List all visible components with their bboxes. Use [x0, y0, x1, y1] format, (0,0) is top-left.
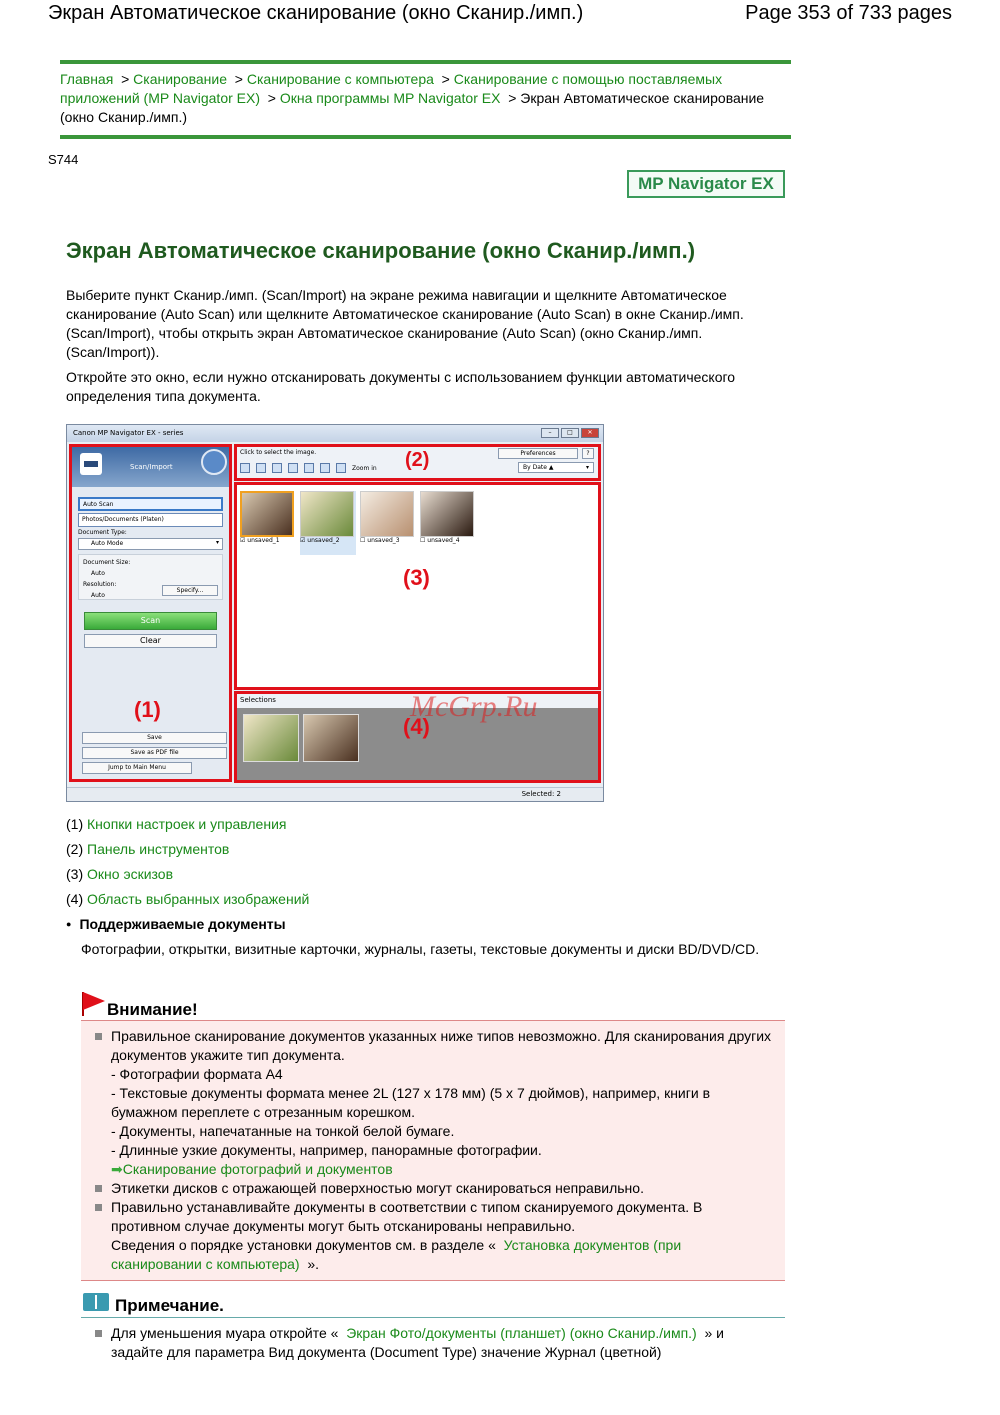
watermark: McGrp.Ru	[410, 690, 538, 723]
legend-item: (3) Окно эскизов	[66, 866, 174, 882]
legend-item: (2) Панель инструментов	[66, 841, 230, 857]
supported-heading: ● Поддерживаемые документы	[66, 916, 286, 932]
warning-link[interactable]: Установка документов (при сканировании с компьютера)	[111, 1237, 682, 1272]
thumbnail-image	[300, 491, 354, 537]
note-section	[81, 1290, 785, 1362]
preferences-button[interactable]: Preferences	[498, 448, 578, 459]
rotate-right-icon[interactable]	[288, 463, 298, 473]
legend-link[interactable]: Область выбранных изображений	[87, 891, 310, 907]
product-badge: MP Navigator EX	[627, 170, 785, 198]
warning-title: Внимание!	[107, 1000, 198, 1019]
thumbnail[interactable]: ☑ unsaved_1	[240, 491, 296, 555]
save-button[interactable]: Save	[82, 732, 227, 744]
document-type-label: Document Type:	[78, 529, 127, 536]
legend-link[interactable]: Окно эскизов	[87, 866, 174, 882]
thumbnail-label: unsaved_1	[247, 537, 280, 544]
note-item: Для уменьшения муара откройте « Экран Фото/документы (планшет) (окно Сканир./имп.) » и задайте для параметра Вид документа (Document Type) значение Журнал (цветной)	[81, 1318, 785, 1362]
scan-import-header	[72, 447, 229, 487]
thumbnail-label: unsaved_3	[367, 537, 400, 544]
scanner-icon	[80, 453, 102, 475]
warning-item: Правильно устанавливайте документы в соответствии с типом сканируемого документа. В противном случае документы могут быть отсканированы неправильно. Сведения о порядке установки документов см. в разделе « Установка документов (при сканировании с компьютера) ».	[111, 1198, 775, 1274]
select-hint: Click to select the image.	[240, 449, 317, 456]
grid-icon[interactable]	[256, 463, 266, 473]
zoom-icon[interactable]	[336, 463, 346, 473]
thumbnail-label: unsaved_2	[307, 537, 340, 544]
sort-select[interactable]: By Date ▲ ▾	[518, 462, 594, 473]
warning-item: Правильное сканирование документов указанных ниже типов невозможно. Для сканирования других документов укажите тип документа. - Фотографии формата A4 - Текстовые документы формата менее 2L (127 x 178 мм) (5 x 7 дюймов), например, книги в бумажном переплете с отрезанным корешком. - Документы, напечатанные на тонкой белой бумаге. - Длинные узкие документы, например, панорамные фотографии. ➡Сканирование фотографий и документов	[111, 1027, 775, 1179]
callout-label-4: (4)	[403, 714, 430, 739]
thumbnail-image	[360, 491, 414, 537]
window-title: Canon MP Navigator EX - series	[73, 429, 184, 437]
warning-section	[81, 990, 785, 1280]
sort-value: By Date	[523, 464, 547, 471]
intro-paragraph-2: Откройте это окно, если нужно отсканировать документы с использованием функции автоматического определения типа документа.	[66, 369, 736, 404]
maximize-icon[interactable]: □	[561, 428, 579, 438]
zoom-in-label[interactable]: Zoom in	[352, 464, 377, 472]
scan-settings-info	[78, 554, 223, 600]
arrow-icon: ➡	[111, 1161, 123, 1177]
page-header-title: Экран Автоматическое сканирование (окно Сканир./имп.)	[48, 2, 584, 24]
flag-icon	[83, 992, 105, 1010]
callout-label-2: (2)	[405, 449, 430, 471]
intro-paragraph: Выберите пункт Сканир./имп. (Scan/Import) на экране режима навигации и щелкните Автоматическое сканирование (Auto Scan) или щелкните Автоматическое сканирование (Auto Scan) в окне Сканир./имп. (Scan/Import), чтобы открыть экран Автоматическое сканирование (Auto Scan) (окно Сканир./имп. (Scan/Import)).	[66, 287, 744, 360]
breadcrumb: Главная > Сканирование > Сканирование с компьютера > Сканирование с помощью поставляемых приложений (MP Navigator EX) > Окна программы MP Navigator EX > Экран Автоматическое сканирование (окно Сканир./имп.)	[60, 60, 791, 139]
scan-button[interactable]: Scan	[84, 612, 217, 630]
book-icon	[83, 1293, 109, 1311]
legend-item: (4) Область выбранных изображений	[66, 891, 310, 907]
crop-icon[interactable]	[320, 463, 330, 473]
help-button[interactable]: ?	[582, 448, 594, 459]
rotate-left-icon[interactable]	[272, 463, 282, 473]
warning-link[interactable]: Сканирование фотографий и документов	[122, 1161, 393, 1177]
save-pdf-button[interactable]: Save as PDF file	[82, 747, 227, 759]
breadcrumb-current: Экран Автоматическое сканирование (окно Сканир./имп.)	[60, 90, 765, 125]
warning-item: Этикетки дисков с отражающей поверхностью могут сканироваться неправильно.	[111, 1179, 775, 1198]
selected-image[interactable]	[243, 714, 299, 762]
resolution-value: Auto	[91, 592, 105, 599]
breadcrumb-link[interactable]: Сканирование	[133, 71, 228, 87]
photos-documents-button[interactable]: Photos/Documents (Platen)	[78, 513, 223, 527]
page-code: S744	[48, 152, 79, 167]
legend-link[interactable]: Кнопки настроек и управления	[87, 816, 287, 832]
supported-text: Фотографии, открытки, визитные карточки, журналы, газеты, текстовые документы и диски BD/DVD/CD.	[81, 941, 760, 957]
note-link[interactable]: Экран Фото/документы (планшет) (окно Сканир./имп.)	[346, 1325, 697, 1341]
selections-label: Selections	[237, 694, 598, 708]
callout-label-1: (1)	[134, 697, 161, 722]
thumbnail[interactable]: ☐ unsaved_4	[420, 491, 476, 555]
document-size-value: Auto	[91, 570, 105, 577]
legend-item: (1) Кнопки настроек и управления	[66, 816, 287, 832]
settings-panel	[69, 444, 232, 782]
thumbnail-image	[240, 491, 294, 537]
resolution-label: Resolution:	[83, 581, 117, 588]
page-number: Page 353 of 733 pages	[745, 2, 952, 24]
breadcrumb-link[interactable]: Окна программы MP Navigator EX	[279, 90, 501, 106]
specify-button[interactable]: Specify...	[162, 585, 218, 596]
note-title: Примечание.	[115, 1296, 224, 1315]
close-icon[interactable]: ✕	[581, 428, 599, 438]
minimize-icon[interactable]: –	[541, 428, 559, 438]
scan-import-label: Scan/Import	[130, 463, 173, 471]
invert-icon[interactable]	[304, 463, 314, 473]
document-type-select[interactable]: Auto Mode ▾	[78, 538, 223, 550]
thumbnail[interactable]: ☑ unsaved_2	[300, 491, 356, 555]
status-bar	[67, 787, 603, 801]
globe-icon[interactable]	[201, 449, 227, 475]
app-screenshot	[66, 424, 604, 802]
legend-link[interactable]: Панель инструментов	[87, 841, 230, 857]
selected-count: Selected: 2	[521, 790, 561, 798]
thumbnail-image	[420, 491, 474, 537]
thumbnail-label: unsaved_4	[427, 537, 460, 544]
window-titlebar	[67, 425, 603, 442]
breadcrumb-link[interactable]: Сканирование с помощью поставляемых приложений (MP Navigator EX)	[60, 71, 723, 106]
callout-label-3: (3)	[403, 565, 430, 590]
clear-button[interactable]: Clear	[84, 634, 217, 648]
auto-scan-button[interactable]: Auto Scan	[78, 497, 223, 511]
thumbnail-window	[234, 482, 601, 690]
selected-image[interactable]	[303, 714, 359, 762]
breadcrumb-link[interactable]: Главная	[60, 71, 114, 87]
breadcrumb-link[interactable]: Сканирование с компьютера	[246, 71, 434, 87]
document-size-label: Document Size:	[83, 559, 131, 566]
jump-main-menu-button[interactable]: Jump to Main Menu	[82, 762, 192, 774]
warning-box	[81, 1020, 785, 1281]
toolbar-panel	[234, 444, 601, 481]
thumbnail[interactable]: ☐ unsaved_3	[360, 491, 416, 555]
page-title: Экран Автоматическое сканирование (окно Сканир./имп.)	[66, 238, 696, 263]
select-all-icon[interactable]	[240, 463, 250, 473]
